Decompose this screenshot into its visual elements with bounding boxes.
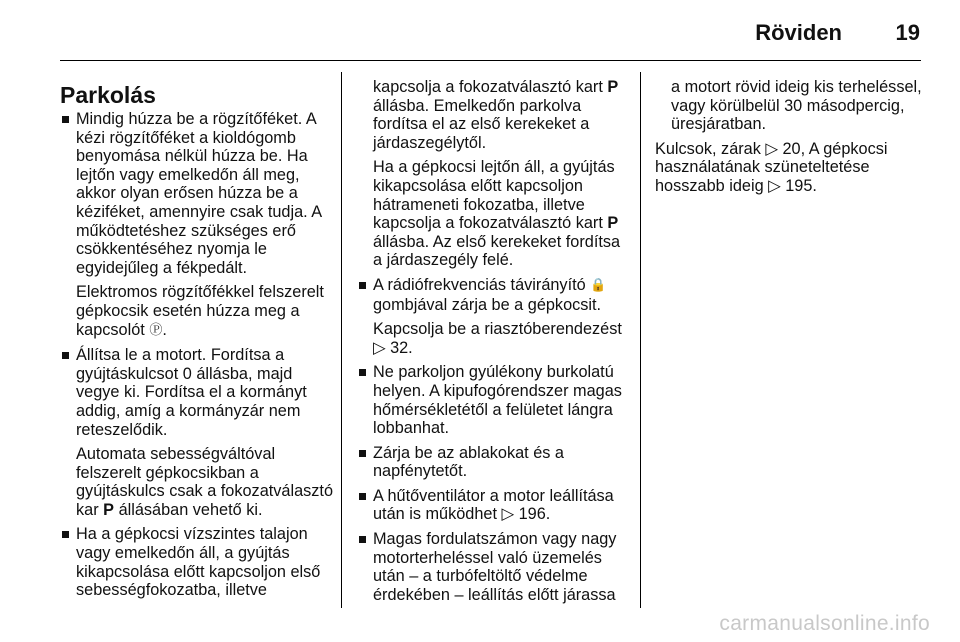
column-divider-1 — [341, 72, 342, 608]
header-title: Röviden — [755, 20, 842, 45]
bullet-square-icon — [359, 536, 366, 543]
paragraph: Állítsa le a motort. Fordítsa a gyújtáskulcsot 0 állásba, majd vegye ki. Fordítsa el a kormányt addig, amíg a kormányzár nem reteszelődik. — [76, 346, 307, 439]
section-title: Parkolás — [60, 82, 156, 108]
header-rule — [60, 60, 921, 61]
list-item — [60, 525, 338, 599]
page-reference-icon: ▷ — [501, 505, 515, 524]
column-divider-2 — [640, 72, 641, 608]
bullet-square-icon — [62, 352, 69, 359]
page-number: 19 — [895, 20, 920, 45]
watermark: carmanualsonline.info — [719, 612, 930, 635]
list-item — [357, 444, 627, 481]
paragraph: A hűtőventilátor a motor leállítása után is működhet ▷ 196. — [373, 486, 614, 524]
paragraph: Ne parkoljon gyúlékony burkolatú helyen. A kipufogórendszer magas hőmérsékletétől a felületet lángra lobbanhat. — [373, 363, 622, 438]
page-header — [0, 0, 960, 60]
paragraph: a motort rövid ideig kis terheléssel, vagy körülbelül 30 másodpercig, üresjáratban. — [671, 78, 922, 134]
list-item — [357, 276, 627, 357]
bullet-square-icon — [359, 282, 366, 289]
column-1 — [60, 82, 338, 606]
bullet-square-icon — [62, 531, 69, 538]
bullet-square-icon — [359, 450, 366, 457]
paragraph: Mindig húzza be a rögzítőféket. A kézi rögzítőféket a kioldógomb benyomása nélkül húzza be. Ha lejtőn vagy emelkedőn áll meg, akkor olyan erősen húzza be a kéziféket, amennyire csak tudja. A működtetéshez szükséges erő csökkentéséhez nyomja le egyidejűleg a fékpedált. — [76, 110, 322, 277]
paragraph: A rádiófrekvenciás távirányító 🔒 gombjával zárja be a gépkocsit. — [373, 275, 607, 314]
page-reference-icon: ▷ — [768, 176, 781, 195]
paragraph: Automata sebességváltóval felszerelt gépkocsikban a gyújtáskulcs csak a fokozatválasztó kar P állásában vehető ki. — [76, 445, 334, 519]
list-item — [357, 487, 627, 524]
paragraph: Magas fordulatszámon vagy nagy motorterheléssel való üzemelés után – a turbófeltöltő védelme érdekében – leállítás előtt járassa — [373, 530, 617, 604]
paragraph: kapcsolja a fokozatválasztó kart P állásba. Emelkedőn parkolva fordítsa el az első kerekeket a járdaszegélytől. — [373, 78, 619, 152]
list-item — [60, 110, 338, 340]
bullet-square-icon — [359, 369, 366, 376]
page-reference-icon: ▷ — [373, 338, 386, 357]
list-item — [357, 530, 627, 604]
paragraph: Zárja be az ablakokat és a napfénytetőt. — [373, 443, 564, 481]
list-item — [357, 363, 627, 437]
column-3 — [655, 78, 925, 202]
paragraph: Ha a gépkocsi vízszintes talajon vagy emelkedőn áll, a gyújtás kikapcsolása előtt kapcsoljon első sebességfokozatba, illetve — [76, 525, 321, 600]
lock-button-icon: 🔒 — [590, 276, 607, 292]
bullet-square-icon — [359, 493, 366, 500]
parking-brake-icon: Ⓟ — [149, 321, 163, 337]
list-item — [60, 346, 338, 519]
paragraph: Elektromos rögzítőfékkel felszerelt gépkocsik esetén húzza meg a kapcsolót Ⓟ. — [76, 283, 324, 339]
page-reference-icon: ▷ — [765, 139, 778, 158]
paragraph: Kapcsolja be a riasztóberendezést ▷ 32. — [373, 320, 622, 357]
column-2 — [357, 78, 627, 610]
paragraph: Ha a gépkocsi lejtőn áll, a gyújtás kikapcsolása előtt kapcsoljon hátrameneti fokozatba, illetve kapcsolja a fokozatválasztó kart P állásba. Az első kerekeket fordítsa a járdaszegély felé. — [373, 158, 621, 270]
bullet-square-icon — [62, 116, 69, 123]
cross-reference: Kulcsok, zárak ▷ 20, A gépkocsi használatának szüneteltetése hosszabb ideig ▷ 195. — [655, 139, 888, 195]
